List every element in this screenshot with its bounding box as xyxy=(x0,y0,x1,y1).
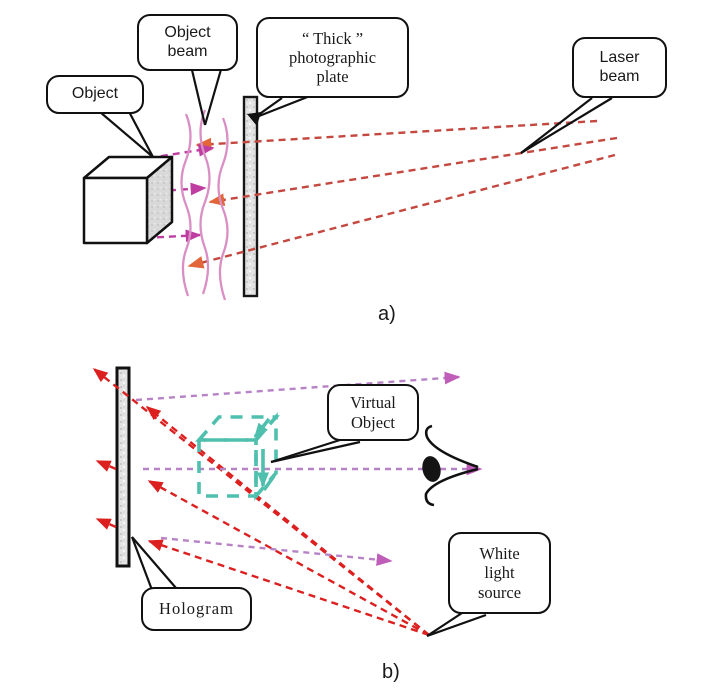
plate-line-3: plate xyxy=(316,67,349,87)
virtual-object-callout xyxy=(327,384,419,441)
panel-a-label: a) xyxy=(378,303,396,325)
transmitted-ray-1 xyxy=(97,461,116,469)
laser-beam-callout xyxy=(572,37,667,98)
wavefront-3 xyxy=(219,118,228,300)
eye-icon xyxy=(420,426,478,505)
virtual-object-callout-tail xyxy=(271,442,360,462)
wavefront-2 xyxy=(201,110,210,294)
eye-pupil xyxy=(420,454,443,483)
panel-a xyxy=(84,66,617,300)
hologram-callout-tail xyxy=(132,537,176,588)
virtual-line-2: Object xyxy=(351,412,395,432)
panel-b-label: b) xyxy=(382,661,400,683)
white-light-callout-tail xyxy=(427,615,486,636)
laser-line-2: beam xyxy=(599,67,640,85)
virtual-line-1: Virtual xyxy=(350,393,396,413)
hologram-label: Hologram xyxy=(159,599,234,619)
object-beam-wavefronts xyxy=(182,110,228,300)
white-line-2: light xyxy=(484,563,515,583)
object-beam-callout xyxy=(137,14,238,71)
photographic-plate-callout xyxy=(256,17,409,98)
wavefront-1 xyxy=(182,114,191,296)
hologram-plate xyxy=(117,368,129,566)
object-beam-line-2: beam xyxy=(167,42,208,60)
transmitted-ray-2 xyxy=(97,519,116,527)
cube-front-face xyxy=(84,178,147,243)
laser-line-1: Laser xyxy=(599,48,640,66)
object-callout-label: Object xyxy=(71,85,119,103)
white-line-1: White xyxy=(479,544,520,564)
plate-line-1: “ Thick ” xyxy=(301,28,364,48)
object-cube xyxy=(84,157,172,243)
white-light-source-callout xyxy=(448,532,551,614)
white-line-3: source xyxy=(477,582,522,602)
plate-line-2: photographic xyxy=(288,47,377,67)
object-beam-callout-tail xyxy=(192,70,205,125)
virtual-cube-top xyxy=(199,417,276,440)
hologram-callout xyxy=(141,587,252,631)
object-callout-tail xyxy=(100,112,153,157)
object-beam-callout-tail xyxy=(205,66,222,125)
object-callout xyxy=(46,75,144,114)
virtual-cube-inner-slant xyxy=(264,476,274,490)
hologram-callout-tail xyxy=(132,537,152,590)
object-beam-line-1: Object xyxy=(164,23,211,41)
